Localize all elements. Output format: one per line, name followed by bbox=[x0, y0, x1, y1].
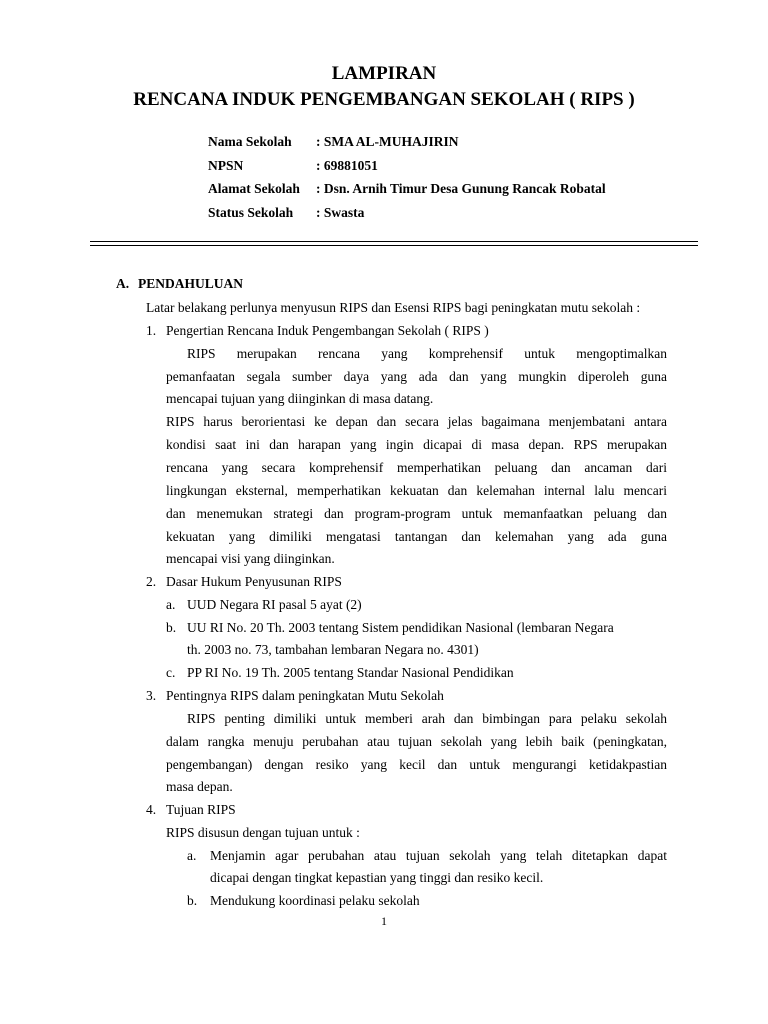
list-marker: 2. bbox=[146, 574, 157, 589]
paragraph-line: RIPS disusun dengan tujuan untuk : bbox=[166, 825, 360, 840]
section-marker: A. bbox=[116, 276, 130, 291]
paragraph-line: mencapai visi yang diinginkan. bbox=[166, 551, 335, 566]
sub-list-item: UU RI No. 20 Th. 2003 tentang Sistem pendidikan Nasional (lembaran Negara bbox=[187, 620, 614, 635]
paragraph-line: pengembangan) dengan resiko yang kecil dan untuk mengurangi ketidakpastian bbox=[166, 757, 667, 772]
item-title: Pentingnya RIPS dalam peningkatan Mutu Sekolah bbox=[166, 688, 444, 703]
sub-list-marker: a. bbox=[187, 848, 197, 863]
info-row-status: Status Sekolah : Swasta bbox=[208, 204, 365, 220]
section-heading: PENDAHULUAN bbox=[138, 276, 244, 291]
list-marker: 3. bbox=[146, 688, 157, 703]
item-title: Pengertian Rencana Induk Pengembangan Sekolah ( RIPS ) bbox=[166, 323, 489, 338]
sub-list-marker: b. bbox=[166, 620, 177, 635]
sub-list-item: Mendukung koordinasi pelaku sekolah bbox=[210, 893, 420, 908]
item-title: Tujuan RIPS bbox=[166, 802, 236, 817]
paragraph-line: masa depan. bbox=[166, 779, 233, 794]
sub-list-item: UUD Negara RI pasal 5 ayat (2) bbox=[187, 597, 362, 612]
paragraph-line: RIPS harus berorientasi ke depan dan secara jelas bagaimana menjembatani antara bbox=[166, 414, 667, 429]
item-title: Dasar Hukum Penyusunan RIPS bbox=[166, 574, 342, 589]
sub-list-item: th. 2003 no. 73, tambahan lembaran Negara no. 4301) bbox=[187, 642, 479, 657]
page-number: 1 bbox=[381, 914, 387, 928]
sub-list-item: PP RI No. 19 Th. 2005 tentang Standar Nasional Pendidikan bbox=[187, 665, 514, 680]
section-intro: Latar belakang perlunya menyusun RIPS dan Esensi RIPS bagi peningkatan mutu sekolah : bbox=[146, 300, 641, 315]
document-subtitle: RENCANA INDUK PENGEMBANGAN SEKOLAH ( RIPS ) bbox=[133, 89, 635, 110]
paragraph-line: RIPS merupakan rencana yang komprehensif untuk mengoptimalkan bbox=[187, 346, 667, 361]
list-marker: 4. bbox=[146, 802, 157, 817]
sub-list-marker: a. bbox=[166, 597, 176, 612]
school-info bbox=[208, 130, 606, 224]
sub-list-item: Menjamin agar perubahan atau tujuan sekolah yang telah ditetapkan dapat bbox=[210, 848, 667, 863]
sub-list-marker: b. bbox=[187, 893, 198, 908]
divider-line bbox=[90, 245, 698, 246]
paragraph-line: kekuatan yang dimiliki mengatasi tantangan dan kelemahan yang ada guna bbox=[166, 529, 667, 544]
info-row-alamat: Alamat Sekolah : Dsn. Arnih Timur Desa Gunung Rancak Robatal bbox=[208, 181, 606, 196]
paragraph-line: rencana yang secara komprehensif memperhatikan peluang dan ancaman dari bbox=[166, 460, 667, 475]
list-marker: 1. bbox=[146, 323, 157, 338]
sub-list-marker: c. bbox=[166, 665, 176, 680]
document-title: LAMPIRAN bbox=[331, 63, 437, 84]
paragraph-line: dan menemukan strategi dan program-program untuk memanfaatkan peluang dan bbox=[166, 506, 667, 521]
info-row-nama: Nama Sekolah : SMA AL-MUHAJIRIN bbox=[208, 134, 459, 149]
info-row-npsn: NPSN : 69881051 bbox=[208, 157, 378, 173]
paragraph-line: kondisi saat ini dan harapan yang ingin dicapai di masa depan. RPS merupakan bbox=[166, 437, 667, 452]
paragraph-line: mencapai tujuan yang diinginkan di masa datang. bbox=[166, 391, 434, 406]
paragraph-line: RIPS penting dimiliki untuk memberi arah dan bimbingan para pelaku sekolah bbox=[187, 711, 667, 726]
sub-list-item: dicapai dengan tingkat kepastian yang tinggi dan resiko kecil. bbox=[210, 870, 544, 885]
divider-line bbox=[90, 241, 698, 242]
paragraph-line: pemanfaatan segala sumber daya yang ada dan yang mungkin diperoleh guna bbox=[166, 369, 667, 384]
paragraph-line: dalam rangka menuju perubahan atau tujuan sekolah yang lebih baik (peningkatan, bbox=[166, 734, 667, 749]
paragraph-line: lingkungan eksternal, memperhatikan kekuatan dan kelemahan internal lalu mencari bbox=[166, 483, 667, 498]
